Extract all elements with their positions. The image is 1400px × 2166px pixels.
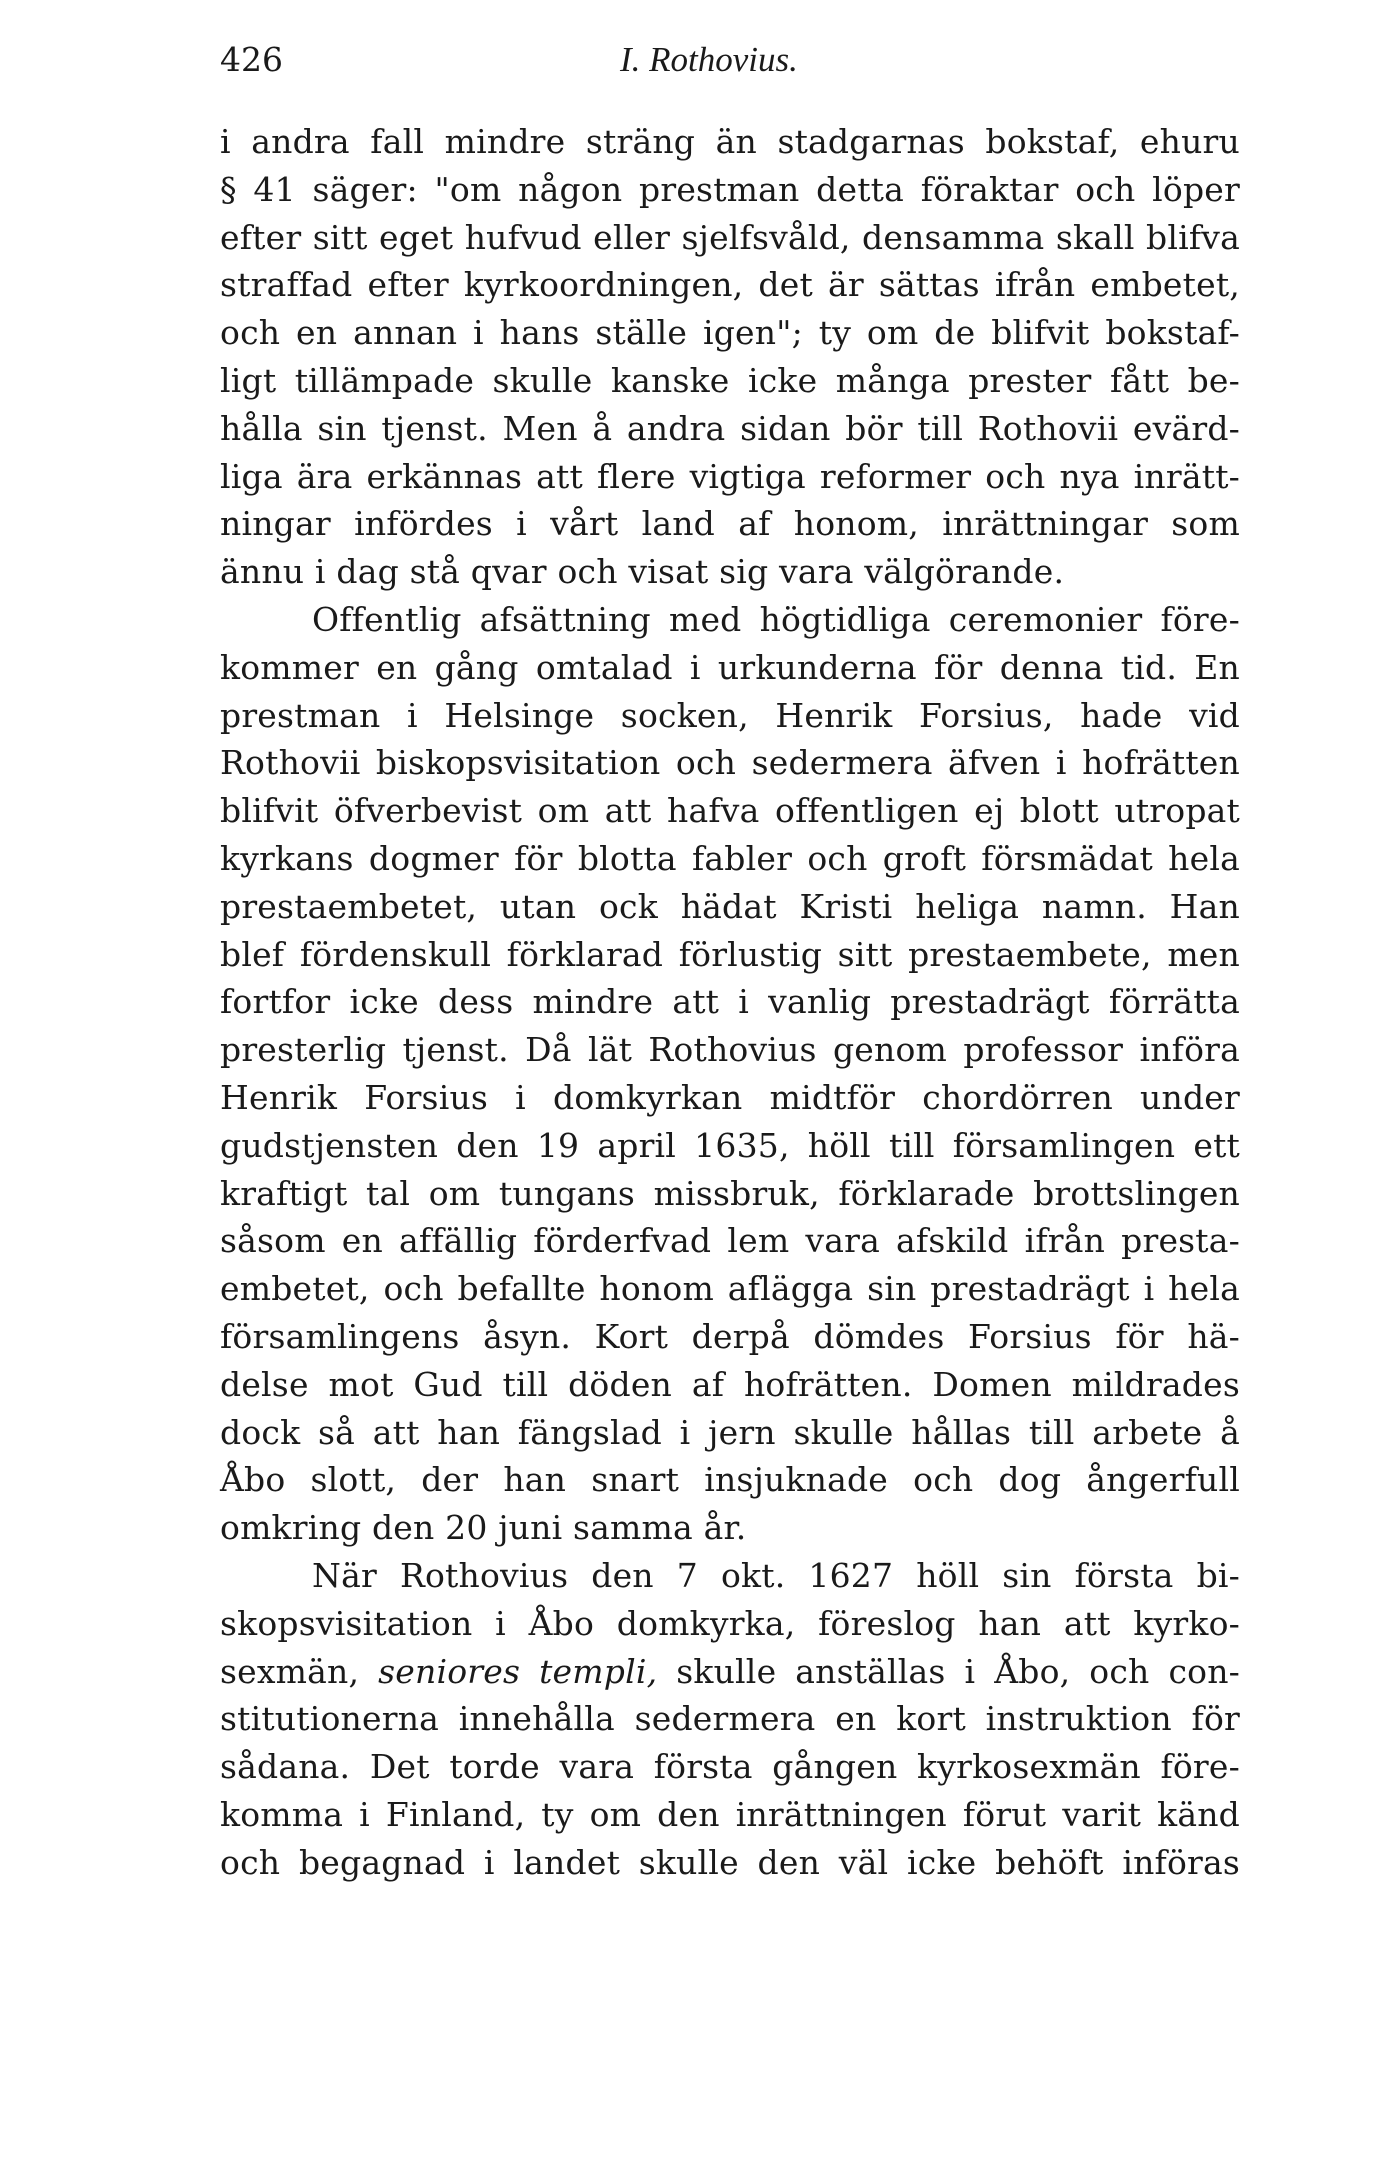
text-line-with-italic	[220, 1648, 1240, 1696]
text-line: sådana. Det torde vara första gången kyrkosexmän före-	[220, 1747, 1240, 1787]
body-text	[220, 118, 1240, 1886]
text-line: kraftigt tal om tungans missbruk, förklarade brottslingen	[220, 1173, 1240, 1213]
running-title: I. Rothovius.	[620, 40, 798, 79]
text-line: Henrik Forsius i domkyrkan midtför chordörren under	[220, 1077, 1240, 1117]
text-line: gudstjensten den 19 april 1635, höll till församlingen ett	[220, 1125, 1240, 1165]
line-segment: sexmän,	[220, 1651, 379, 1691]
text-line: komma i Finland, ty om den inrättningen förut varit känd	[220, 1794, 1240, 1834]
text-line: delse mot Gud till döden af hofrätten. Domen mildrades	[220, 1364, 1240, 1404]
text-line: liga ära erkännas att flere vigtiga reformer och nya inrätt-	[220, 456, 1240, 496]
text-line: blef fördenskull förklarad förlustig sitt prestaembete, men	[220, 934, 1240, 974]
text-line: ligt tillämpade skulle kanske icke många prester fått be-	[220, 360, 1240, 400]
text-line: dock så att han fängslad i jern skulle hållas till arbete å	[220, 1412, 1240, 1452]
text-line: § 41 säger: "om någon prestman detta föraktar och löper	[220, 169, 1240, 209]
text-line: fortfor icke dess mindre att i vanlig prestadrägt förrätta	[220, 982, 1240, 1022]
text-line: och begagnad i landet skulle den väl icke behöft införas	[220, 1842, 1240, 1882]
text-line: Åbo slott, der han snart insjuknade och dog ångerfull	[220, 1460, 1240, 1500]
text-line: hålla sin tjenst. Men å andra sidan bör till Rothovii evärd-	[220, 408, 1240, 448]
text-line: straffad efter kyrkoordningen, det är sättas ifrån embetet,	[220, 265, 1240, 305]
text-line: och en annan i hans ställe igen"; ty om de blifvit bokstaf-	[220, 313, 1240, 353]
text-line: skopsvisitation i Åbo domkyrka, föreslog han att kyrko-	[220, 1603, 1240, 1643]
text-line: blifvit öfverbevist om att hafva offentligen ej blott utropat	[220, 791, 1240, 831]
text-line: församlingens åsyn. Kort derpå dömdes Forsius för hä-	[220, 1316, 1240, 1356]
line-segment: skulle anställas i Åbo, och con-	[657, 1651, 1241, 1691]
page-number: 426	[220, 40, 283, 79]
text-line: omkring den 20 juni samma år.	[220, 1508, 747, 1548]
latin-term: seniores templi,	[378, 1651, 658, 1691]
text-line: presterlig tjenst. Då lät Rothovius genom professor införa	[220, 1030, 1240, 1070]
text-line: ännu i dag stå qvar och visat sig vara välgörande.	[220, 552, 1065, 592]
paragraph-start-line: När Rothovius den 7 okt. 1627 höll sin första bi-	[312, 1555, 1240, 1595]
text-line: kommer en gång omtalad i urkunderna för denna tid. En	[220, 647, 1240, 687]
text-line: embetet, och befallte honom aflägga sin prestadrägt i hela	[220, 1269, 1240, 1309]
text-line: kyrkans dogmer för blotta fabler och groft försmädat hela	[220, 838, 1240, 878]
text-line: prestman i Helsinge socken, Henrik Forsius, hade vid	[220, 695, 1240, 735]
text-line: ningar infördes i vårt land af honom, inrättningar som	[220, 504, 1240, 544]
running-head	[220, 40, 1230, 90]
paragraph-start-line: Offentlig afsättning med högtidliga ceremonier före-	[312, 599, 1240, 639]
text-line: i andra fall mindre sträng än stadgarnas bokstaf, ehuru	[220, 122, 1240, 161]
text-line: prestaembetet, utan ock hädat Kristi heliga namn. Han	[220, 886, 1240, 926]
text-line: såsom en affällig förderfvad lem vara afskild ifrån presta-	[220, 1221, 1240, 1261]
text-line: stitutionerna innehålla sedermera en kort instruktion för	[220, 1699, 1240, 1739]
text-line: efter sitt eget hufvud eller sjelfsvåld, densamma skall blifva	[220, 217, 1240, 257]
text-line: Rothovii biskopsvisitation och sedermera äfven i hofrätten	[220, 743, 1240, 783]
